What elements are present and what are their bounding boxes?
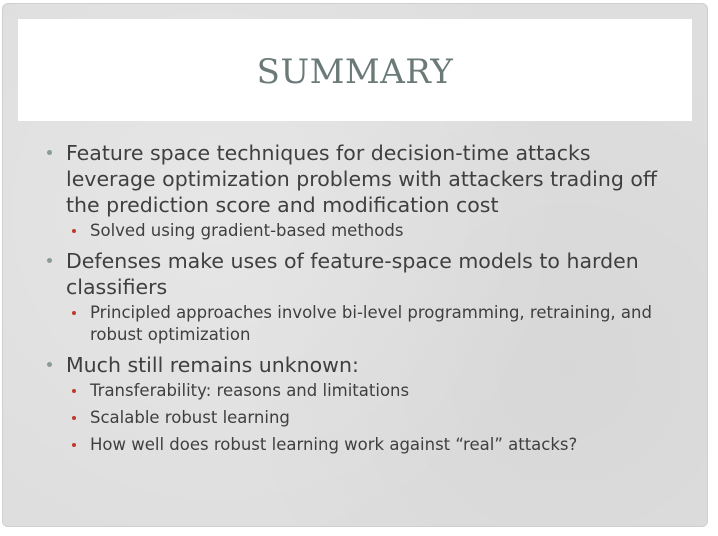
sub-bullet-dot-icon [72,443,76,447]
bullet-item [45,352,685,456]
sub-bullet-list [66,220,685,242]
sub-bullet-dot-icon [72,311,76,315]
bullet-dot-icon [47,258,52,263]
slide-title: SUMMARY [256,52,454,92]
bullet-text: Defenses make uses of feature-space models to harden classifiers [66,249,639,299]
bullet-list [45,140,685,456]
sub-bullet-dot-icon [72,416,76,420]
sub-bullet-dot-icon [72,389,76,393]
sub-bullet-text: Principled approaches involve bi-level programming, retraining, and robust optimization [90,303,652,344]
bullet-text: Much still remains unknown: [66,353,359,377]
sub-bullet-item [66,302,685,346]
bullet-item [45,248,685,346]
sub-bullet-item [66,407,685,429]
slide [2,3,708,527]
sub-bullet-item [66,434,685,456]
bullet-text: Feature space techniques for decision-time attacks leverage optimization problems with attackers trading off the prediction score and modification cost [66,141,658,217]
bullet-dot-icon [47,362,52,367]
sub-bullet-text: Scalable robust learning [90,408,290,427]
sub-bullet-item [66,220,685,242]
bullet-item [45,140,685,242]
sub-bullet-dot-icon [72,229,76,233]
title-band [18,19,692,121]
sub-bullet-list [66,380,685,456]
bullet-dot-icon [47,150,52,155]
sub-bullet-list [66,302,685,346]
sub-bullet-text: Transferability: reasons and limitations [90,381,410,400]
sub-bullet-text: How well does robust learning work against “real” attacks? [90,435,578,454]
sub-bullet-item [66,380,685,402]
slide-content [45,140,685,462]
sub-bullet-text: Solved using gradient-based methods [90,221,404,240]
